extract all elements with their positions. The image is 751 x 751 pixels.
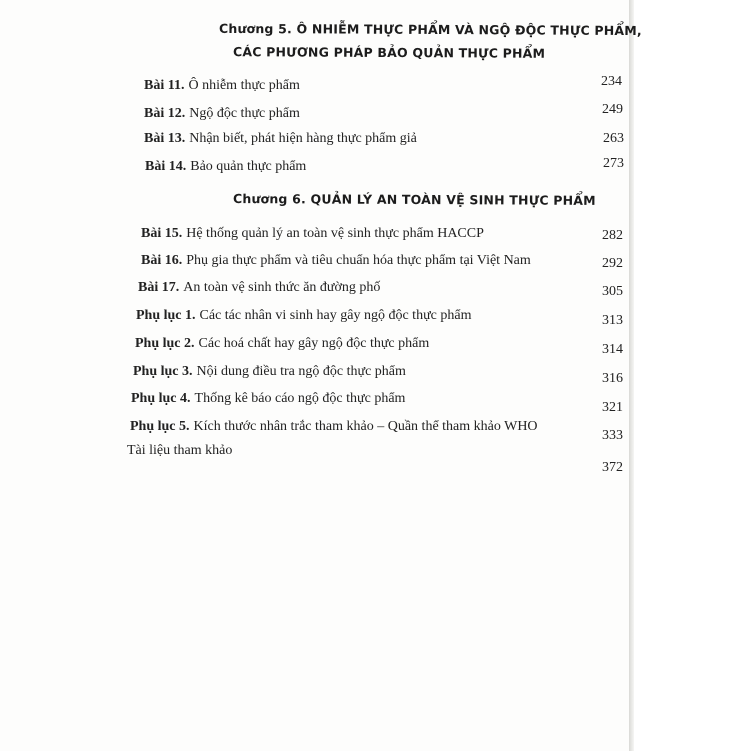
entry-label: Bài 13. bbox=[144, 131, 186, 146]
entry-label: Bài 16. bbox=[141, 253, 183, 268]
entry-title: Nhận biết, phát hiện hàng thực phẩm giả bbox=[189, 131, 417, 146]
entry-title: Phụ gia thực phẩm và tiêu chuẩn hóa thực phẩm tại Việt Nam bbox=[186, 253, 531, 268]
toc-entry-bai-14[interactable] bbox=[145, 159, 306, 175]
entry-label: Phụ lục 3. bbox=[133, 364, 193, 379]
entry-title: Bảo quản thực phẩm bbox=[190, 159, 307, 174]
toc-entry-bai-17[interactable] bbox=[138, 280, 380, 296]
toc-entry-bai-15[interactable] bbox=[141, 226, 484, 242]
entry-label: Bài 17. bbox=[138, 280, 180, 295]
page-number-phu-luc-5: 333 bbox=[602, 428, 623, 443]
toc-entry-phu-luc-3[interactable] bbox=[133, 364, 406, 380]
entry-label: Phụ lục 1. bbox=[136, 308, 196, 323]
entry-title: Các hoá chất hay gây ngộ độc thực phẩm bbox=[198, 336, 430, 351]
page-number-phu-luc-4: 321 bbox=[602, 400, 623, 415]
entry-title: An toàn vệ sinh thức ăn đường phố bbox=[183, 280, 381, 295]
entry-label: Bài 11. bbox=[144, 78, 185, 93]
toc-entry-references[interactable] bbox=[127, 443, 232, 459]
chapter-6-title: Chương 6. QUẢN LÝ AN TOÀN VỆ SINH THỰC PHẨM bbox=[232, 191, 596, 208]
page-number-references: 372 bbox=[602, 460, 623, 475]
toc-entry-phu-luc-1[interactable] bbox=[136, 308, 471, 324]
page-number-bai-14: 273 bbox=[603, 156, 624, 171]
entry-label: Bài 15. bbox=[141, 226, 183, 241]
page-number-phu-luc-2: 314 bbox=[602, 342, 623, 357]
toc-entry-phu-luc-2[interactable] bbox=[135, 336, 429, 352]
entry-title: Hệ thống quản lý an toàn vệ sinh thực phẩm HACCP bbox=[186, 226, 484, 241]
entry-label: Bài 14. bbox=[145, 159, 187, 174]
entry-title: Tài liệu tham khảo bbox=[127, 443, 233, 458]
toc-entry-phu-luc-5[interactable] bbox=[130, 419, 538, 435]
page-number-bai-11: 234 bbox=[601, 74, 622, 89]
page-number-bai-13: 263 bbox=[603, 131, 624, 146]
page-number-bai-17: 305 bbox=[602, 284, 623, 299]
toc-entry-bai-13[interactable] bbox=[144, 131, 417, 147]
chapter-5-title-line-2: CÁC PHƯƠNG PHÁP BẢO QUẢN THỰC PHẨM bbox=[232, 44, 546, 61]
toc-entry-bai-16[interactable] bbox=[141, 253, 531, 269]
entry-title: Ô nhiễm thực phẩm bbox=[188, 78, 300, 93]
page-number-phu-luc-1: 313 bbox=[602, 313, 623, 328]
page-number-bai-15: 282 bbox=[602, 228, 623, 243]
entry-label: Phụ lục 4. bbox=[131, 391, 191, 406]
toc-entry-phu-luc-4[interactable] bbox=[131, 391, 405, 407]
page-number-bai-16: 292 bbox=[602, 256, 623, 271]
toc-entry-bai-11[interactable] bbox=[144, 78, 300, 94]
chapter-5-title-line-1: Chương 5. Ô NHIỄM THỰC PHẨM VÀ NGỘ ĐỘC THỰC PHẨM, bbox=[218, 20, 642, 39]
page-number-phu-luc-3: 316 bbox=[602, 371, 623, 386]
entry-title: Nội dung điều tra ngộ độc thực phẩm bbox=[196, 364, 406, 379]
entry-title: Ngộ độc thực phẩm bbox=[189, 106, 300, 121]
background-margin bbox=[634, 0, 751, 751]
entry-label: Bài 12. bbox=[144, 106, 186, 121]
page-number-bai-12: 249 bbox=[602, 102, 623, 117]
entry-title: Thống kê báo cáo ngộ độc thực phẩm bbox=[194, 391, 406, 406]
entry-title: Các tác nhân vi sinh hay gây ngộ độc thực phẩm bbox=[199, 308, 472, 323]
entry-label: Phụ lục 5. bbox=[130, 419, 190, 434]
toc-entry-bai-12[interactable] bbox=[144, 106, 300, 122]
entry-title: Kích thước nhân trắc tham khảo – Quần thể tham khảo WHO bbox=[193, 419, 538, 434]
entry-label: Phụ lục 2. bbox=[135, 336, 195, 351]
